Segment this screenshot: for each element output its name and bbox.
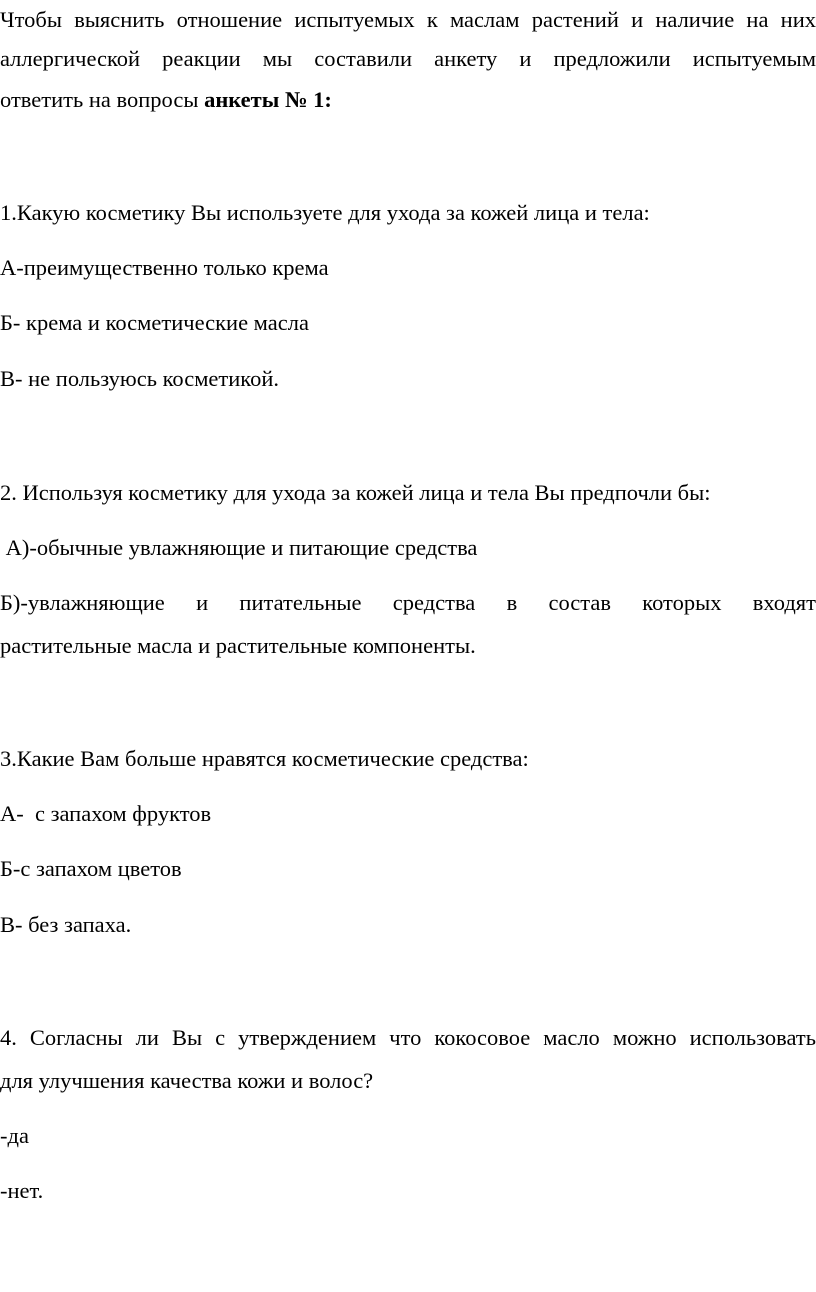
intro-line-3-bold: анкеты № 1: (204, 87, 332, 112)
question-3-option-a: А- с запахом фруктов (0, 801, 212, 826)
question-1-option-b: Б- крема и косметические масла (0, 310, 309, 335)
question-2-option-b-cont: растительные масла и растительные компоненты. (0, 633, 476, 658)
question-2-option-b: Б)-увлажняющие и питательные средства в состав которых входят (0, 590, 816, 615)
question-1: 1.Какую косметику Вы используете для ухода за кожей лица и тела: (0, 200, 650, 225)
question-2: 2. Используя косметику для ухода за кожей лица и тела Вы предпочли бы: (0, 480, 711, 505)
question-3-option-b: Б-с запахом цветов (0, 856, 182, 881)
question-4-option-no: -нет. (0, 1178, 44, 1203)
question-4-line-2: для улучшения качества кожи и волос? (0, 1068, 374, 1093)
question-2-option-a: А)-обычные увлажняющие и питающие средства (0, 535, 478, 560)
intro-line-3-text: ответить на вопросы (0, 87, 205, 112)
question-3-option-c: В- без запаха. (0, 912, 132, 937)
question-3: 3.Какие Вам больше нравятся косметические средства: (0, 746, 529, 771)
intro-line-1: Чтобы выяснить отношение испытуемых к маслам растений и наличие на них (0, 7, 816, 32)
intro-line-2: аллергической реакции мы составили анкету и предложили испытуемым (0, 46, 816, 71)
question-4-line-1: 4. Согласны ли Вы с утверждением что кокосовое масло можно использовать (0, 1025, 816, 1050)
question-1-option-a: А-преимущественно только крема (0, 255, 329, 280)
question-1-option-c: В- не пользуюсь косметикой. (0, 366, 279, 391)
intro-line-3 (0, 86, 816, 114)
question-4-option-yes: -да (0, 1123, 29, 1148)
